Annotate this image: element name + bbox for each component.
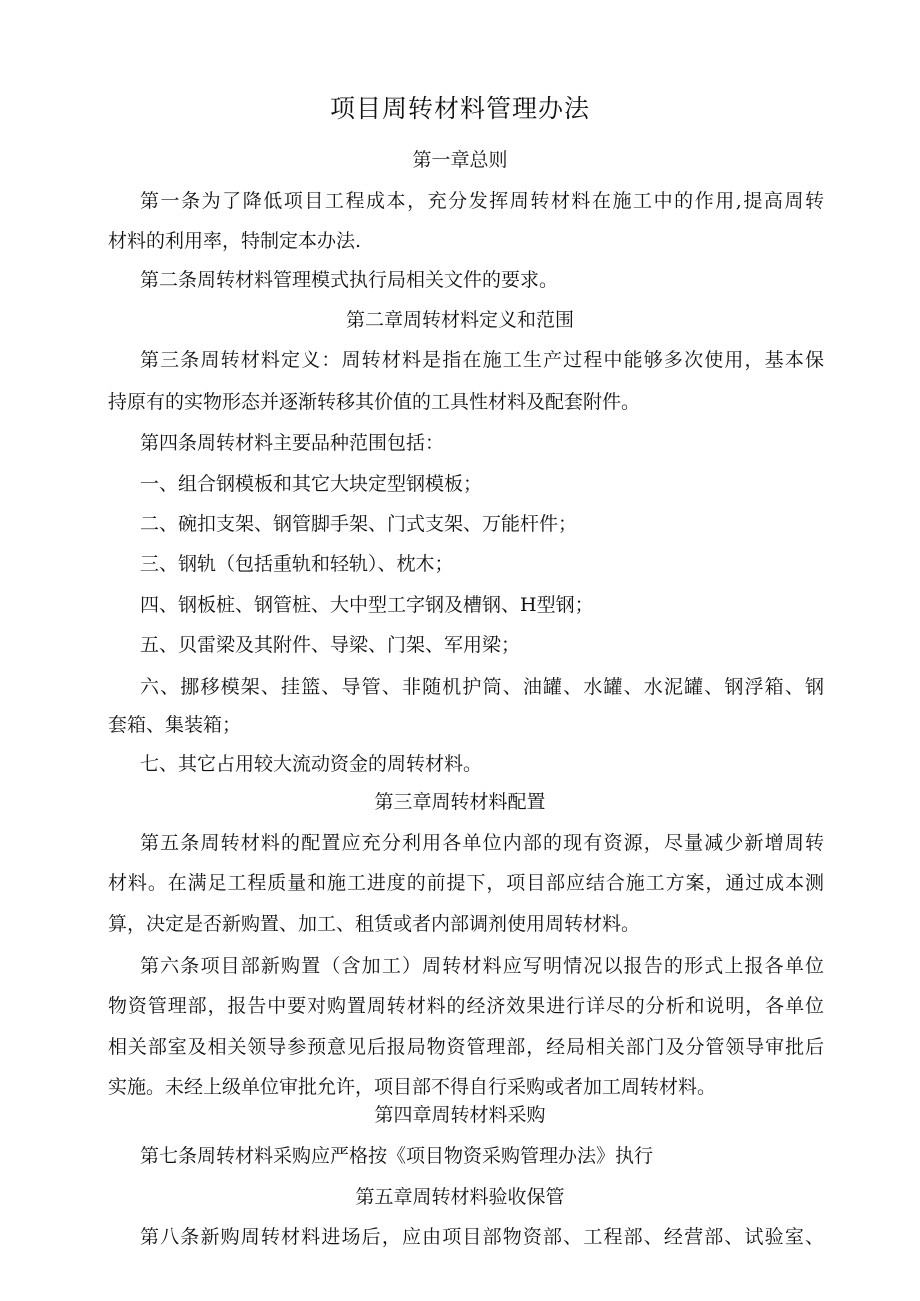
paragraph-line: 相关部室及相关领导参预意见后报局物资管理部，经局相关部门及分管领导审批后: [108, 1036, 824, 1058]
paragraph-line: 材料。在满足工程质量和施工进度的前提下，项目部应结合施工方案，通过成本测: [108, 872, 824, 894]
paragraph-line: 物资管理部，报告中要对购置周转材料的经济效果进行详尽的分析和说明，各单位: [108, 995, 824, 1017]
paragraph-line: 实施。未经上级单位审批允许，项目部不得自行采购或者加工周转材料。: [108, 1076, 717, 1098]
list-item: 六、挪移模架、挂篮、导管、非随机护筒、油罐、水罐、水泥罐、钢浮箱、钢: [140, 676, 824, 698]
list-item: 二、碗扣支架、钢管脚手架、门式支架、万能杆件；: [140, 513, 578, 535]
chapter-heading: 第二章周转材料定义和范围: [345, 309, 574, 331]
paragraph-line: 第八条新购周转材料进场后，应由项目部物资部、工程部、经营部、试验室、: [140, 1226, 824, 1248]
paragraph-line: 第五条周转材料的配置应充分利用各单位内部的现有资源，尽量减少新增周转: [140, 832, 824, 854]
paragraph-line: 算，决定是否新购置、加工、租赁或者内部调剂使用周转材料。: [108, 913, 641, 935]
list-item: 三、钢轨（包括重轨和轻轨）、枕木；: [140, 553, 454, 575]
paragraph-line: 第一条为了降低项目工程成本，充分发挥周转材料在施工中的作用,提高周转: [140, 190, 824, 212]
paragraph-line: 第二条周转材料管理模式执行局相关文件的要求。: [140, 269, 559, 291]
paragraph-line: 第六条项目部新购置（含加工）周转材料应写明情况以报告的形式上报各单位: [140, 955, 824, 977]
paragraph-line: 第七条周转材料采购应严格按《项目物资采购管理办法》执行: [140, 1145, 654, 1167]
paragraph-line: 材料的利用率，特制定本办法.: [108, 230, 362, 252]
chapter-heading: 第三章周转材料配置: [374, 791, 546, 813]
document-title: 项目周转材料管理办法: [329, 94, 590, 123]
paragraph-line: 持原有的实物形态并逐渐转移其价值的工具性材料及配套附件。: [108, 391, 641, 413]
list-item-continuation: 套箱、集装箱；: [108, 714, 242, 736]
list-item: 四、钢板桩、钢管桩、大中型工字钢及槽钢、H型钢；: [140, 594, 594, 616]
list-item: 一、组合钢模板和其它大块定型钢模板；: [140, 473, 483, 495]
list-item: 五、贝雷梁及其附件、导梁、门架、军用梁；: [140, 634, 521, 656]
list-item: 七、其它占用较大流动资金的周转材料。: [140, 753, 483, 775]
paragraph-line: 第三条周转材料定义：周转材料是指在施工生产过程中能够多次使用，基本保: [140, 349, 824, 371]
chapter-heading: 第五章周转材料验收保管: [355, 1186, 565, 1208]
chapter-heading: 第四章周转材料采购: [374, 1104, 546, 1126]
chapter-heading: 第一章总则: [412, 149, 508, 171]
paragraph-line: 第四条周转材料主要品种范围包括：: [140, 432, 445, 454]
